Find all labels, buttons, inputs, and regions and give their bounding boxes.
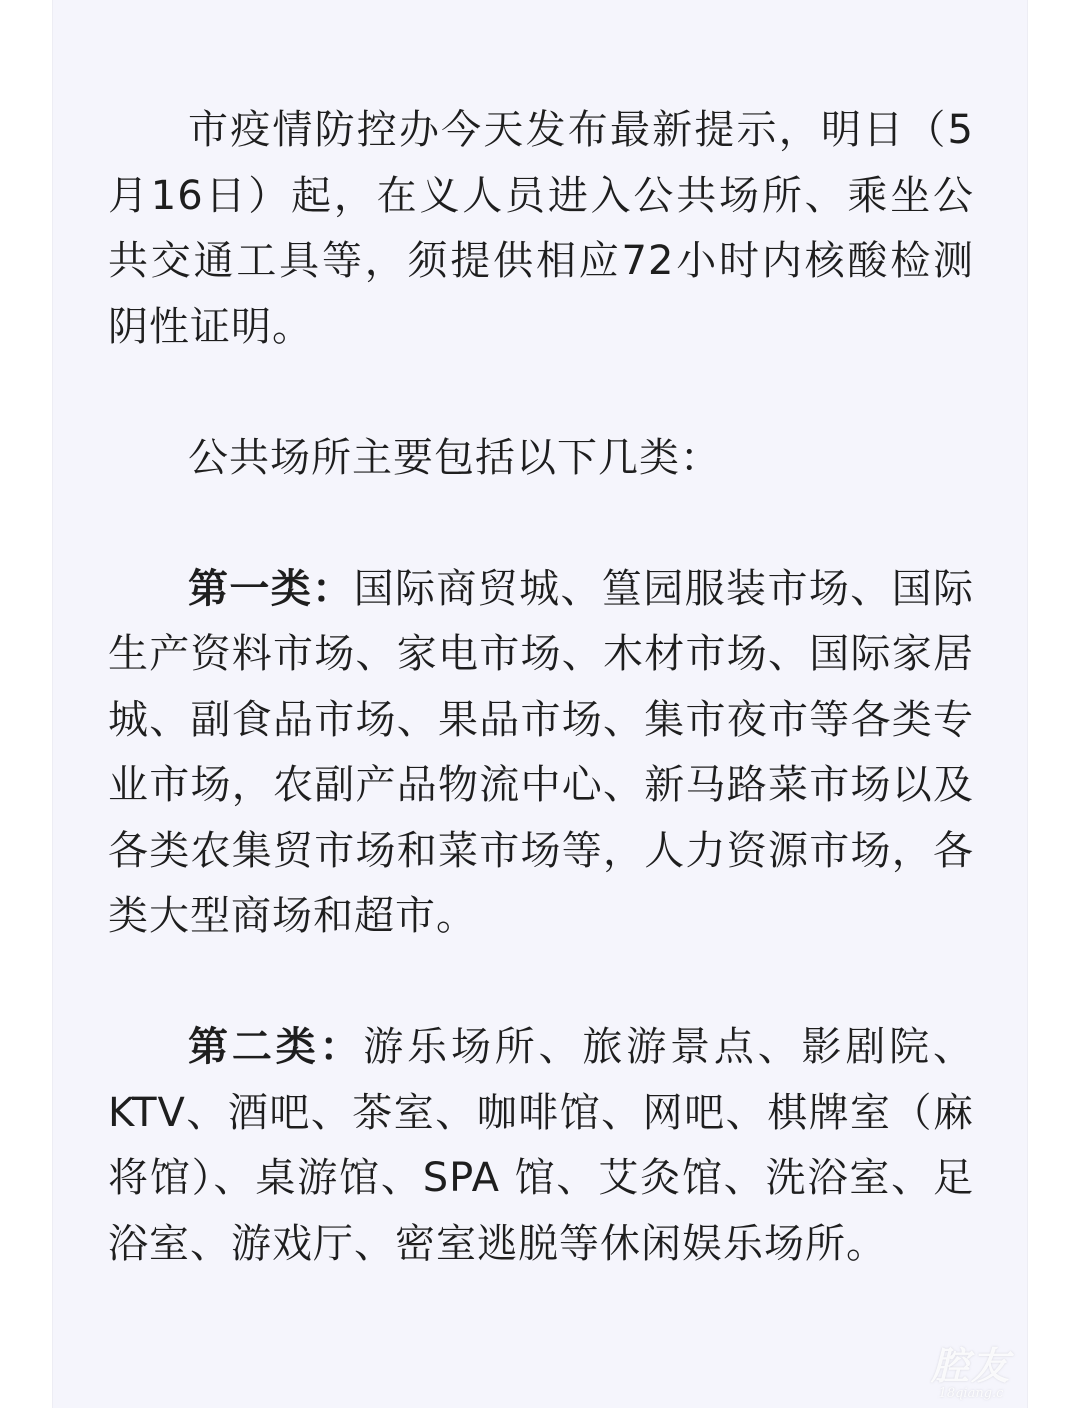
site-watermark-logo bbox=[930, 1343, 1011, 1401]
category-two-text: 游乐场所、旅游景点、影剧院、KTV、酒吧、茶室、咖啡馆、网吧、棋牌室（麻将馆）、桌游馆、SPA 馆、艾灸馆、洗浴室、足浴室、游戏厅、密室逃脱等休闲娱乐场所。 bbox=[108, 1024, 975, 1267]
category-two-paragraph bbox=[108, 1015, 974, 1277]
category-one-label: 第一类： bbox=[188, 565, 354, 612]
document-page bbox=[52, 0, 1028, 1408]
intro-paragraph: 市疫情防控办今天发布最新提示，明日（5月16日）起，在义人员进入公共场所、乘坐公共交通工具等，须提供相应72小时内核酸检测阴性证明。 bbox=[108, 107, 974, 350]
category-one-paragraph bbox=[108, 557, 974, 950]
article-body bbox=[108, 98, 974, 1277]
watermark-url: 18qiang.c bbox=[938, 1386, 1004, 1401]
summary-paragraph: 公共场所主要包括以下几类： bbox=[188, 434, 721, 481]
category-one-text: 国际商贸城、篁园服装市场、国际生产资料市场、家电市场、木材市场、国际家居城、副食品市场、果品市场、集市夜市等各类专业市场，农副产品物流中心、新马路菜市场以及各类农集贸市场和菜市场等，人力资源市场，各类大型商场和超市。 bbox=[108, 565, 975, 939]
watermark-main-text: 腔友 bbox=[930, 1343, 1011, 1388]
category-two-label: 第二类： bbox=[188, 1024, 364, 1070]
